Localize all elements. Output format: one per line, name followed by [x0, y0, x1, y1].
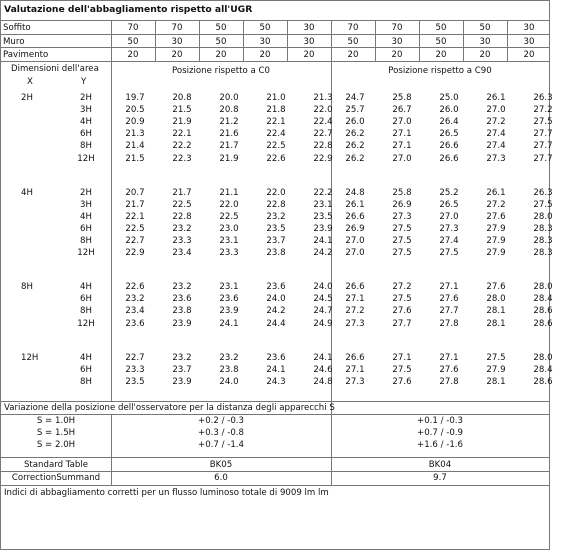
ugr-c90-value: 28.0 [486, 294, 506, 305]
reflectance-value: 20 [435, 50, 447, 60]
area-y: 2H [80, 93, 92, 103]
reflectance-value: 30 [171, 37, 183, 47]
grid-line [1, 61, 549, 62]
ugr-c0-value: 22.1 [266, 117, 286, 128]
ugr-c0-value: 20.8 [219, 105, 239, 116]
area-y: 4H [80, 282, 92, 293]
ugr-c90-value: 27.9 [486, 248, 506, 259]
ugr-c90-value: 26.6 [345, 282, 365, 293]
ugr-c90-value: 27.7 [533, 153, 553, 164]
ugr-c0-value: 22.8 [313, 141, 333, 152]
area-y: 3H [80, 105, 92, 116]
reflectance-value: 50 [435, 37, 447, 47]
ugr-c0-value: 23.6 [172, 294, 192, 305]
ugr-c90-value: 28.3 [533, 236, 553, 246]
ugr-c90-value: 26.1 [486, 93, 506, 103]
area-y: 12H [77, 153, 95, 164]
ugr-c0-value: 23.4 [172, 248, 192, 259]
ugr-c90-value: 24.7 [345, 93, 365, 103]
ugr-c0-value: 20.7 [125, 187, 145, 198]
variation-c90: +0.7 / -0.9 [417, 428, 463, 438]
ugr-c0-value: 22.2 [172, 141, 192, 152]
ugr-c0-value: 21.2 [219, 117, 239, 128]
ugr-c0-value: 23.9 [313, 223, 333, 234]
correction-c90: 9.7 [433, 473, 447, 483]
ugr-c0-value: 21.5 [125, 153, 145, 164]
ugr-c0-value: 20.8 [172, 93, 192, 103]
reflectance-value: 50 [259, 23, 271, 33]
area-y: 2H [80, 187, 92, 198]
ugr-c90-value: 27.2 [486, 199, 506, 210]
grid-line [287, 20, 288, 61]
area-y: 8H [80, 376, 92, 387]
ugr-c0-value: 22.2 [313, 187, 333, 198]
ugr-c0-value: 24.7 [313, 306, 333, 317]
ugr-c90-value: 28.1 [486, 306, 506, 317]
reflectance-value: 50 [127, 37, 139, 47]
ugr-c0-value: 24.2 [313, 248, 333, 259]
ugr-c0-value: 21.5 [172, 105, 192, 116]
ugr-c90-value: 27.3 [345, 318, 365, 329]
variation-c0: +0.7 / -1.4 [198, 440, 244, 450]
ugr-c0-value: 22.7 [125, 352, 145, 363]
reflectance-value: 50 [435, 23, 447, 33]
ugr-c0-value: 23.5 [125, 376, 145, 387]
ugr-c0-value: 24.6 [313, 364, 333, 375]
grid-line [1, 457, 549, 458]
ugr-c90-value: 27.1 [345, 364, 365, 375]
ugr-c90-value: 27.4 [486, 129, 506, 140]
ugr-c0-value: 22.9 [125, 248, 145, 259]
ugr-c0-value: 21.7 [125, 199, 145, 210]
grid-line [1, 471, 549, 472]
ugr-c0-value: 22.5 [219, 211, 239, 222]
ugr-c90-value: 26.6 [439, 141, 459, 152]
ugr-c0-value: 21.7 [219, 141, 239, 152]
ugr-c0-value: 23.2 [125, 294, 145, 305]
grid-line [1, 414, 549, 415]
ugr-c0-value: 22.9 [313, 153, 333, 164]
ugr-c0-value: 24.3 [266, 376, 286, 387]
ugr-c0-value: 22.0 [313, 105, 333, 116]
ugr-c0-value: 21.3 [125, 129, 145, 140]
ugr-c0-value: 21.6 [219, 129, 239, 140]
area-y: 4H [80, 117, 92, 128]
ugr-c0-value: 21.0 [266, 93, 286, 103]
ugr-c0-value: 23.1 [219, 236, 239, 246]
area-y: 8H [80, 141, 92, 152]
ugr-c90-value: 27.1 [392, 352, 412, 363]
area-y: 8H [80, 306, 92, 317]
ugr-c0-value: 23.5 [313, 211, 333, 222]
ugr-c90-value: 27.5 [533, 199, 553, 210]
reflectance-value: 20 [127, 50, 139, 60]
ugr-c90-value: 27.0 [392, 117, 412, 128]
ugr-c90-value: 25.8 [392, 93, 412, 103]
ugr-c0-value: 23.4 [125, 306, 145, 317]
ugr-c0-value: 22.8 [172, 211, 192, 222]
reflectance-value: 50 [215, 23, 227, 33]
ugr-c90-value: 27.1 [439, 282, 459, 293]
reflectance-label: Muro [3, 37, 25, 47]
ugr-c90-value: 28.6 [533, 306, 553, 317]
reflectance-value: 20 [303, 50, 315, 60]
ugr-c0-value: 21.9 [219, 153, 239, 164]
correction-c0: 6.0 [214, 473, 228, 483]
ugr-c0-value: 24.1 [313, 236, 333, 246]
ugr-c90-value: 28.0 [533, 352, 553, 363]
ugr-c90-value: 26.4 [439, 117, 459, 128]
ugr-c0-value: 22.3 [172, 153, 192, 164]
ugr-c0-value: 23.2 [172, 282, 192, 293]
ugr-c90-value: 27.5 [392, 294, 412, 305]
variation-label: S = 2.0H [36, 440, 76, 450]
area-y: 4H [80, 211, 92, 222]
grid-line [419, 20, 420, 61]
ugr-c0-value: 23.6 [266, 282, 286, 293]
ugr-c0-value: 22.7 [313, 129, 333, 140]
reflectance-value: 30 [303, 37, 315, 47]
ugr-c0-value: 20.9 [125, 117, 145, 128]
ugr-c0-value: 19.7 [125, 93, 145, 103]
grid-line [1, 20, 549, 21]
ugr-c90-value: 27.2 [345, 306, 365, 317]
ugr-c0-value: 22.1 [125, 211, 145, 222]
ugr-c90-value: 26.6 [345, 352, 365, 363]
ugr-c90-value: 28.3 [533, 223, 553, 234]
ugr-c90-value: 26.9 [392, 199, 412, 210]
ugr-c90-value: 27.6 [439, 294, 459, 305]
ugr-c0-value: 22.5 [125, 223, 145, 234]
variation-label: S = 1.0H [36, 416, 76, 426]
grid-line [199, 20, 200, 61]
ugr-c0-value: 24.0 [219, 376, 239, 387]
ugr-c90-value: 27.5 [486, 352, 506, 363]
ugr-c90-value: 26.9 [345, 223, 365, 234]
ugr-c90-value: 27.6 [392, 376, 412, 387]
ugr-c0-value: 23.8 [219, 364, 239, 375]
ugr-c0-value: 21.4 [125, 141, 145, 152]
ugr-c0-value: 21.9 [172, 117, 192, 128]
variation-c0: +0.2 / -0.3 [198, 416, 244, 426]
reflectance-value: 70 [347, 23, 359, 33]
ugr-c90-value: 27.3 [439, 223, 459, 234]
ugr-c90-value: 27.5 [392, 364, 412, 375]
pos-c0-header: Posizione rispetto a C0 [172, 66, 270, 76]
reflectance-value: 70 [171, 23, 183, 33]
ugr-c90-value: 27.1 [392, 129, 412, 140]
ugr-c0-value: 23.8 [172, 306, 192, 317]
ugr-c0-value: 23.9 [219, 306, 239, 317]
ugr-c90-value: 28.3 [533, 248, 553, 259]
ugr-c90-value: 27.3 [345, 376, 365, 387]
ugr-c90-value: 27.0 [392, 153, 412, 164]
ugr-c0-value: 24.0 [266, 294, 286, 305]
ugr-c90-value: 25.0 [439, 93, 459, 103]
reflectance-value: 70 [391, 23, 403, 33]
ugr-c90-value: 25.7 [345, 105, 365, 116]
standard-table-c90: BK04 [428, 460, 452, 470]
reflectance-value: 30 [259, 37, 271, 47]
grid-line [1, 485, 549, 486]
ugr-c90-value: 27.5 [392, 248, 412, 259]
ugr-c0-value: 22.0 [219, 199, 239, 210]
ugr-c90-value: 26.0 [345, 117, 365, 128]
ugr-c90-value: 27.2 [486, 117, 506, 128]
ugr-c90-value: 26.0 [439, 105, 459, 116]
area-x: 2H [21, 93, 33, 103]
ugr-c90-value: 27.0 [439, 211, 459, 222]
ugr-c0-value: 23.2 [172, 352, 192, 363]
area-x: 4H [21, 187, 33, 198]
variation-c0: +0.3 / -0.8 [198, 428, 244, 438]
reflectance-value: 70 [127, 23, 139, 33]
ugr-c0-value: 23.2 [172, 223, 192, 234]
ugr-c0-value: 23.8 [266, 248, 286, 259]
ugr-c0-value: 23.6 [266, 352, 286, 363]
reflectance-label: Soffito [3, 23, 31, 33]
ugr-c0-value: 23.9 [172, 376, 192, 387]
ugr-c0-value: 23.5 [266, 223, 286, 234]
ugr-c0-value: 22.4 [266, 129, 286, 140]
ugr-c0-value: 24.1 [219, 318, 239, 329]
grid-line [111, 61, 112, 401]
ugr-c90-value: 28.6 [533, 376, 553, 387]
ugr-c0-value: 23.0 [219, 223, 239, 234]
ugr-c90-value: 26.6 [345, 211, 365, 222]
ugr-c0-value: 24.1 [313, 352, 333, 363]
reflectance-value: 20 [479, 50, 491, 60]
ugr-c0-value: 21.8 [266, 105, 286, 116]
ugr-c90-value: 25.2 [439, 187, 459, 198]
grid-line [1, 401, 549, 402]
reflectance-value: 50 [347, 37, 359, 47]
ugr-c90-value: 27.6 [486, 282, 506, 293]
ugr-c90-value: 27.2 [392, 282, 412, 293]
ugr-c0-value: 24.1 [266, 364, 286, 375]
ugr-c90-value: 27.9 [486, 236, 506, 246]
reflectance-value: 30 [523, 23, 535, 33]
ugr-c90-value: 26.2 [345, 129, 365, 140]
ugr-c90-value: 27.0 [345, 248, 365, 259]
x-label: X [27, 77, 33, 87]
variation-c90: +0.1 / -0.3 [417, 416, 463, 426]
area-y: 12H [77, 248, 95, 259]
ugr-c0-value: 23.7 [172, 364, 192, 375]
ugr-c90-value: 26.1 [486, 187, 506, 198]
ugr-c90-value: 27.7 [439, 306, 459, 317]
ugr-c90-value: 28.6 [533, 318, 553, 329]
area-y: 6H [80, 294, 92, 305]
reflectance-value: 50 [215, 37, 227, 47]
standard-table-c0: BK05 [209, 460, 233, 470]
ugr-c0-value: 23.3 [125, 364, 145, 375]
ugr-c0-value: 23.6 [125, 318, 145, 329]
ugr-c90-value: 27.0 [486, 105, 506, 116]
ugr-c90-value: 27.0 [345, 236, 365, 246]
ugr-c0-value: 22.6 [125, 282, 145, 293]
correction-label: CorrectionSummand [11, 473, 101, 483]
grid-line [1, 47, 549, 48]
ugr-c0-value: 21.7 [172, 187, 192, 198]
variation-label: S = 1.5H [36, 428, 76, 438]
ugr-c90-value: 27.4 [439, 236, 459, 246]
ugr-c0-value: 22.8 [266, 199, 286, 210]
ugr-c0-value: 24.0 [313, 282, 333, 293]
ugr-c90-value: 27.7 [392, 318, 412, 329]
reflectance-value: 20 [171, 50, 183, 60]
ugr-c90-value: 27.5 [439, 248, 459, 259]
variation-title: Variazione della posizione dell'osservatore per la distanza degli apparecchi S [4, 403, 335, 413]
ugr-c90-value: 27.3 [486, 153, 506, 164]
ugr-c0-value: 23.2 [266, 211, 286, 222]
ugr-c0-value: 24.5 [313, 294, 333, 305]
ugr-c0-value: 20.0 [219, 93, 239, 103]
ugr-c90-value: 26.2 [345, 141, 365, 152]
ugr-c0-value: 23.2 [219, 352, 239, 363]
reflectance-value: 20 [347, 50, 359, 60]
reflectance-value: 20 [259, 50, 271, 60]
reflectance-value: 30 [391, 37, 403, 47]
ugr-c90-value: 27.8 [439, 376, 459, 387]
grid-line [111, 20, 112, 61]
ugr-c90-value: 27.3 [392, 211, 412, 222]
ugr-c90-value: 28.0 [533, 282, 553, 293]
ugr-c90-value: 27.6 [392, 306, 412, 317]
ugr-c0-value: 23.1 [313, 199, 333, 210]
ugr-c0-value: 23.7 [266, 236, 286, 246]
area-y: 3H [80, 199, 92, 210]
ugr-c0-value: 20.5 [125, 105, 145, 116]
area-y: 12H [77, 318, 95, 329]
ugr-c0-value: 23.9 [172, 318, 192, 329]
ugr-c0-value: 22.6 [266, 153, 286, 164]
standard-table-label: Standard Table [23, 460, 89, 470]
ugr-c0-value: 21.3 [313, 93, 333, 103]
reflectance-label: Pavimento [3, 50, 49, 60]
ugr-c90-value: 26.3 [533, 93, 553, 103]
ugr-c90-value: 26.1 [345, 199, 365, 210]
variation-c90: +1.6 / -1.6 [417, 440, 463, 450]
reflectance-value: 20 [215, 50, 227, 60]
ugr-c90-value: 27.6 [486, 211, 506, 222]
dim-label: Dimensioni dell'area [11, 64, 99, 74]
ugr-c90-value: 26.3 [533, 187, 553, 198]
area-y: 6H [80, 364, 92, 375]
reflectance-value: 30 [303, 23, 315, 33]
ugr-c0-value: 22.0 [266, 187, 286, 198]
ugr-c90-value: 27.9 [486, 223, 506, 234]
ugr-c0-value: 24.9 [313, 318, 333, 329]
ugr-c0-value: 24.8 [313, 376, 333, 387]
ugr-c0-value: 23.3 [172, 236, 192, 246]
ugr-c90-value: 28.4 [533, 364, 553, 375]
ugr-c90-value: 26.5 [439, 129, 459, 140]
footnote: Indici di abbagliamento corretti per un flusso luminoso totale di 9009 lm lm [4, 488, 329, 498]
ugr-c90-value: 27.4 [486, 141, 506, 152]
grid-line [331, 20, 332, 61]
y-label: Y [81, 77, 87, 87]
ugr-c0-value: 22.1 [172, 129, 192, 140]
ugr-c0-value: 23.1 [219, 282, 239, 293]
area-y: 6H [80, 223, 92, 234]
ugr-c0-value: 24.2 [266, 306, 286, 317]
ugr-c90-value: 25.8 [392, 187, 412, 198]
area-y: 6H [80, 129, 92, 140]
grid-line [155, 20, 156, 61]
reflectance-value: 20 [391, 50, 403, 60]
reflectance-value: 50 [479, 23, 491, 33]
grid-line [375, 20, 376, 61]
reflectance-value: 30 [479, 37, 491, 47]
area-x: 8H [21, 282, 33, 293]
ugr-c0-value: 23.3 [219, 248, 239, 259]
ugr-c90-value: 28.0 [533, 211, 553, 222]
ugr-c90-value: 27.2 [533, 105, 553, 116]
ugr-c90-value: 27.7 [533, 141, 553, 152]
ugr-c90-value: 28.1 [486, 376, 506, 387]
table-title: Valutazione dell'abbagliamento rispetto all'UGR [4, 4, 253, 15]
ugr-c90-value: 27.7 [533, 129, 553, 140]
ugr-c90-value: 27.6 [439, 364, 459, 375]
ugr-c0-value: 22.5 [266, 141, 286, 152]
ugr-c90-value: 27.5 [392, 223, 412, 234]
reflectance-value: 20 [523, 50, 535, 60]
ugr-c0-value: 22.5 [172, 199, 192, 210]
grid-line [507, 20, 508, 61]
ugr-c90-value: 27.1 [345, 294, 365, 305]
area-x: 12H [21, 352, 39, 363]
reflectance-value: 30 [523, 37, 535, 47]
ugr-c90-value: 26.5 [439, 199, 459, 210]
ugr-c0-value: 22.4 [313, 117, 333, 128]
ugr-c90-value: 27.8 [439, 318, 459, 329]
ugr-c0-value: 22.7 [125, 236, 145, 246]
pos-c90-header: Posizione rispetto a C90 [388, 66, 492, 76]
grid-line [243, 20, 244, 61]
ugr-c0-value: 21.1 [219, 187, 239, 198]
ugr-c90-value: 26.7 [392, 105, 412, 116]
ugr-c90-value: 27.1 [439, 352, 459, 363]
ugr-c90-value: 27.5 [392, 236, 412, 246]
ugr-c90-value: 28.4 [533, 294, 553, 305]
ugr-c90-value: 28.1 [486, 318, 506, 329]
ugr-c90-value: 27.5 [533, 117, 553, 128]
ugr-c90-value: 26.6 [439, 153, 459, 164]
area-y: 4H [80, 352, 92, 363]
grid-line [463, 20, 464, 61]
ugr-c90-value: 27.1 [392, 141, 412, 152]
area-y: 8H [80, 236, 92, 246]
ugr-c90-value: 24.8 [345, 187, 365, 198]
grid-line [1, 34, 549, 35]
ugr-c0-value: 23.6 [219, 294, 239, 305]
ugr-c90-value: 26.2 [345, 153, 365, 164]
ugr-c0-value: 24.4 [266, 318, 286, 329]
ugr-c90-value: 27.9 [486, 364, 506, 375]
